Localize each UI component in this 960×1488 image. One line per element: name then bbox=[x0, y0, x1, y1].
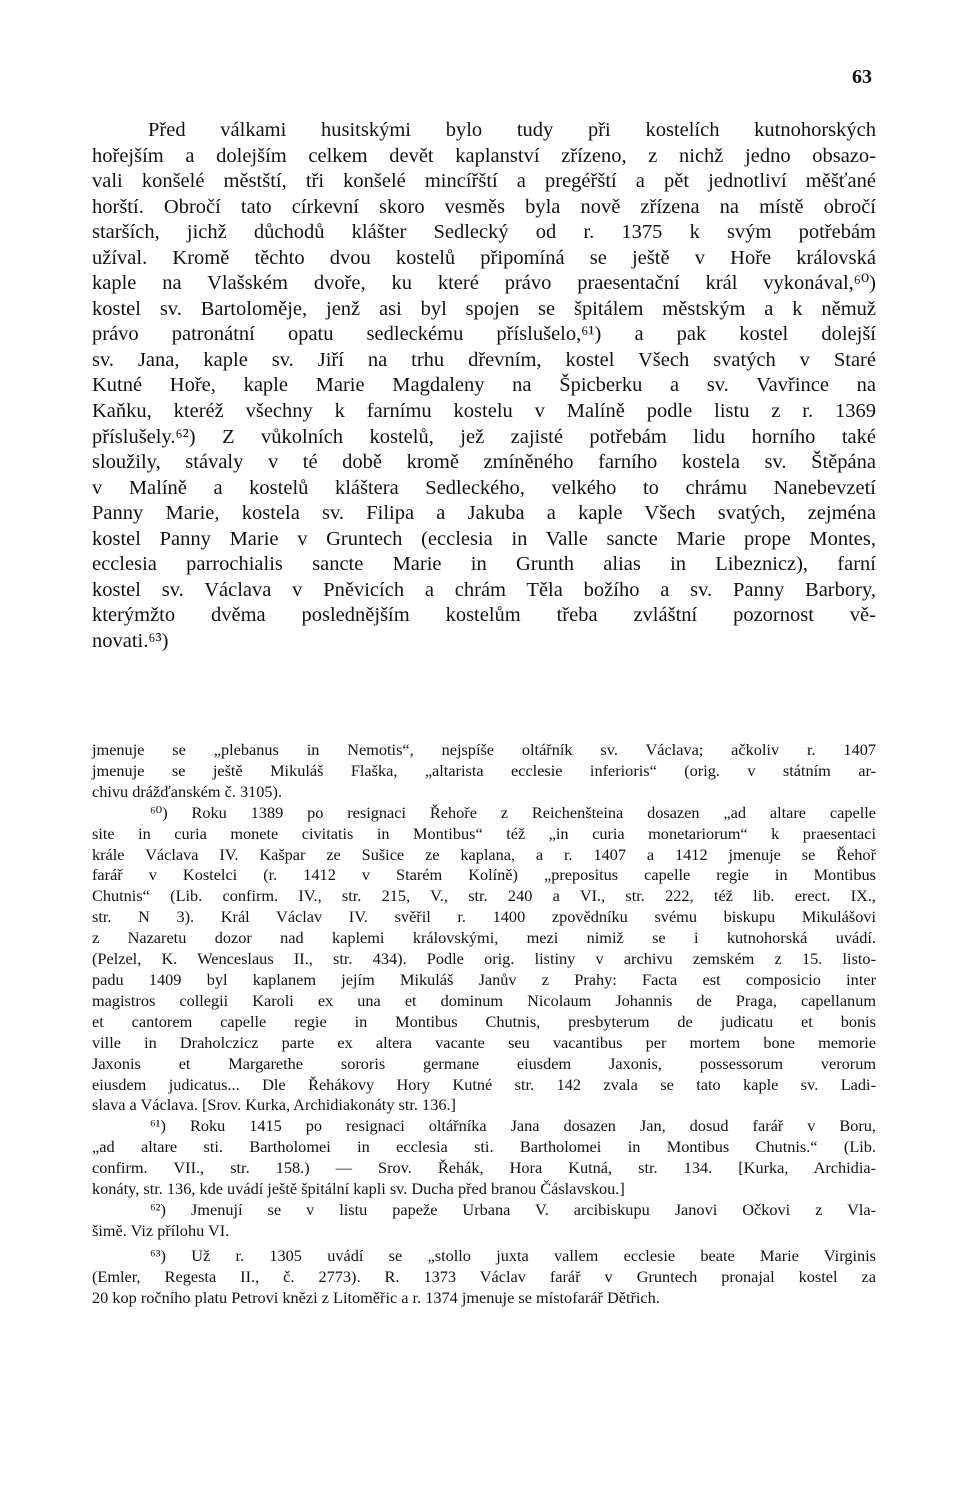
main-text-line: Panny Marie, kostela sv. Filipa a Jakuba a kaple Všech svatých, zejména bbox=[92, 502, 876, 525]
main-text-line: kostel sv. Václava v Pněvicích a chrám Těla božího a sv. Panny Barbory, bbox=[92, 578, 876, 601]
footnote-line: šimě. Viz přílohu VI. bbox=[92, 1220, 230, 1240]
main-text-line: ecclesia parrochialis sancte Marie in Grunth alias in Libeznicz), farní bbox=[92, 553, 876, 576]
main-text-line: užíval. Kromě těchto dvou kostelů připomíná se ještě v Hoře královská bbox=[92, 246, 876, 269]
footnote-line: z Nazaretu dozor nad kaplemi královskými, mezi nimiž se i kutnohorská uvádí. bbox=[92, 928, 876, 948]
footnote-line: 20 kop ročního platu Petrovi knězi z Litoměřic a r. 1374 jmenuje se místofarář Dětřich. bbox=[92, 1287, 660, 1307]
main-text-line: hořejším a dolejším celkem devět kaplanství zřízeno, z nichž jedno obsazo- bbox=[92, 144, 876, 167]
main-text-line: sloužily, stávaly v té době kromě zmíněného farního kostela sv. Štěpána bbox=[92, 451, 876, 474]
footnote-line: farář v Kostelci (r. 1412 v Starém Kolíně) „prepositus capelle regie in Montibus bbox=[92, 865, 876, 885]
footnote-line: chivu drážďanském č. 3105). bbox=[92, 781, 283, 801]
footnote-line: jmenuje se ještě Mikuláš Flaška, „altarista ecclesie inferioris“ (orig. v státním ar- bbox=[92, 760, 876, 780]
main-text bbox=[92, 118, 876, 654]
main-text-line: Před válkami husitskými bylo tudy při kostelích kutnohorských bbox=[148, 119, 876, 141]
main-text-line: vali konšelé městští, tři konšelé mincířští a pregéřští a pět jednotliví měšťané bbox=[92, 170, 876, 193]
main-text-line: horští. Obročí tato církevní skoro vesměs byla nově zřízena na místě obročí bbox=[92, 195, 876, 218]
footnote-line: konáty, str. 136, kde uvádí ještě špitální kapli sv. Ducha před branou Čáslavskou.] bbox=[92, 1179, 625, 1199]
main-text-line: Kaňku, kteréž všechny k farnímu kostelu v Malíně podle listu z r. 1369 bbox=[92, 400, 876, 423]
footnote-line: eiusdem judicatus... Dle Řehákovy Hory Kutné str. 142 zvala se tato kaple sv. Ladi- bbox=[92, 1074, 876, 1094]
main-text-line: starších, jichž důchodů klášter Sedlecký od r. 1375 k svým potřebám bbox=[92, 221, 876, 244]
main-text-line: kterýmžto dvěma poslednějším kostelům třeba zvláštní pozornost vě- bbox=[92, 604, 876, 627]
main-text-line: právo patronátní opatu sedleckému příslušelo,⁶¹) a pak kostel dolejší bbox=[92, 323, 876, 346]
footnote-line: (Pelzel, K. Wenceslaus II., str. 434). Podle orig. listiny v archivu zemském z 15. listo- bbox=[92, 949, 876, 969]
main-text-line: příslušely.⁶²) Z vůkolních kostelů, jež zajisté potřebám lidu horního také bbox=[92, 425, 876, 448]
footnote-line: et cantorem capelle regie in Montibus Chutnis, presbyterum de judicatu et bonis bbox=[92, 1011, 876, 1031]
main-text-line: sv. Jana, kaple sv. Jiří na trhu dřevním, kostel Všech svatých v Staré bbox=[92, 348, 876, 371]
footnote-line: jmenuje se „plebanus in Nemotis“, nejspíše oltářník sv. Václava; ačkoliv r. 1407 bbox=[92, 740, 876, 759]
main-text-line: Kutné Hoře, kaple Marie Magdaleny na Špicberku a sv. Vavřince na bbox=[92, 374, 876, 397]
footnote-line: „ad altare sti. Bartholomei in ecclesia sti. Bartholomei in Montibus Chutnis.“ (Lib. bbox=[92, 1137, 876, 1157]
footnote-line: Chutnis“ (Lib. confirm. IV., str. 215, V., str. 240 a VI., str. 222, též lib. erect. IX., bbox=[92, 886, 876, 906]
footnote-line: magistros collegii Karoli ex una et dominum Nicolaum Johannis de Praga, capellanum bbox=[92, 990, 876, 1010]
footnote-line: (Emler, Regesta II., č. 2773). R. 1373 Václav farář v Gruntech pronajal kostel za bbox=[92, 1266, 876, 1286]
footnote-line: str. N 3). Král Václav IV. svěřil r. 1400 zpovědníku svému biskupu Mikulášovi bbox=[92, 907, 876, 927]
footnote-line: padu 1409 byl kaplanem jejím Mikuláš Janův z Prahy: Facta est composicio inter bbox=[92, 969, 876, 989]
main-text-line: kaple na Vlašském dvoře, ku které právo praesentační král vykonával,⁶⁰) bbox=[92, 272, 876, 295]
footnote-line: confirm. VII., str. 158.) — Srov. Řehák, Hora Kutná, str. 134. [Kurka, Archidia- bbox=[92, 1158, 876, 1178]
main-text-line: kostel Panny Marie v Gruntech (ecclesia in Valle sancte Marie prope Montes, bbox=[92, 527, 876, 550]
footnote-line: slava a Václava. [Srov. Kurka, Archidiakonáty str. 136.] bbox=[92, 1095, 456, 1115]
page-number: 63 bbox=[852, 66, 872, 88]
main-text-line: v Malíně a kostelů kláštera Sedleckého, velkého to chrámu Nanebevzetí bbox=[92, 476, 876, 499]
footnote-line: ville in Draholczicz parte ex altera vacante seu vacantibus per mortem bone memorie bbox=[92, 1032, 876, 1052]
footnote-60-start: ⁶⁰) Roku 1389 po resignaci Řehoře z Reichenšteina dosazen „ad altare capelle bbox=[150, 802, 876, 822]
footnote-61-start: ⁶¹) Roku 1415 po resignaci oltářníka Jana dosazen Jan, dosud farář v Boru, bbox=[150, 1116, 876, 1136]
footnote-line: krále Václava IV. Kašpar ze Sušice ze kaplana, a r. 1407 a 1412 jmenuje se Řehoř bbox=[92, 844, 876, 864]
footnote-63-start: ⁶³) Už r. 1305 uvádí se „stollo juxta vallem ecclesie beate Marie Virginis bbox=[150, 1245, 876, 1265]
footnotes bbox=[92, 740, 876, 1308]
footnote-62-start: ⁶²) Jmenují se v listu papeže Urbana V. arcibiskupu Janovi Očkovi z Vla- bbox=[150, 1199, 876, 1219]
main-text-line: kostel sv. Bartoloměje, jenž asi byl spojen se špitálem městským a k němuž bbox=[92, 297, 876, 320]
footnote-line: site in curia monete civitatis in Montibus“ též „in curia monetariorum“ k praesentaci bbox=[92, 823, 876, 843]
footnote-line: Jaxonis et Margarethe sororis germane eiusdem Jaxonis, possessorum verorum bbox=[92, 1053, 876, 1073]
main-text-line: novati.⁶³) bbox=[92, 629, 169, 652]
